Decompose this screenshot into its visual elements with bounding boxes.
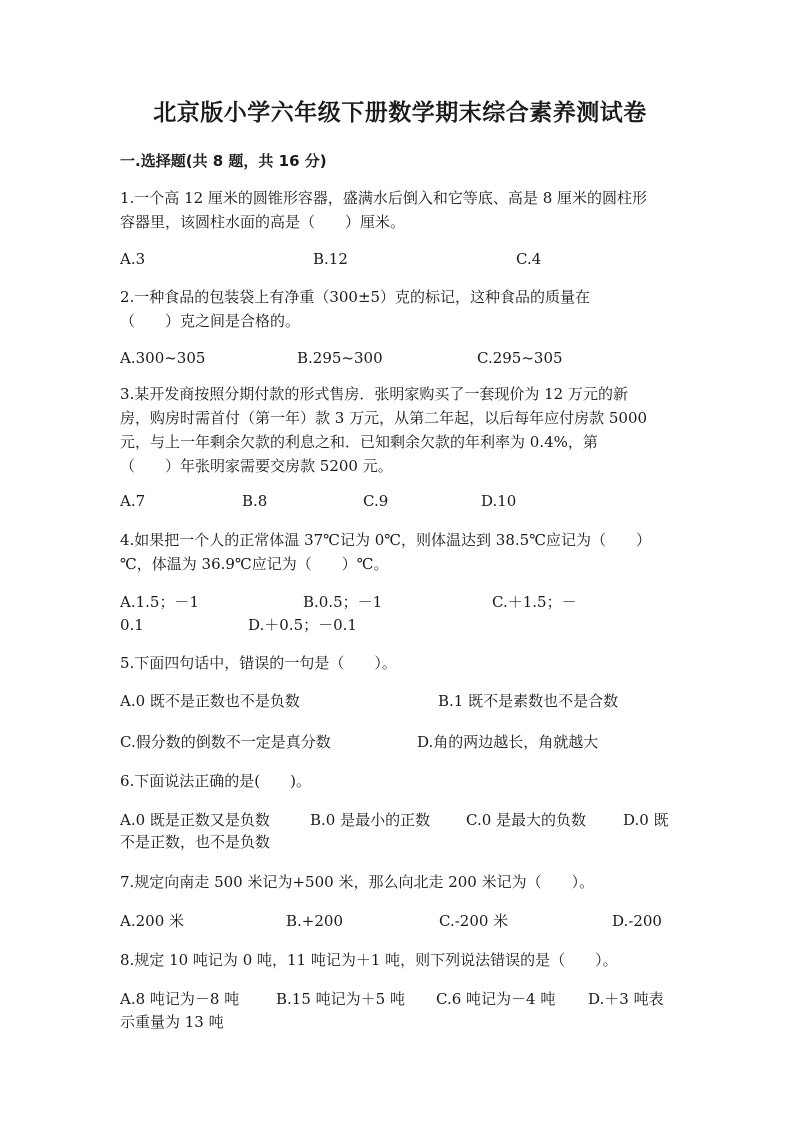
option-a: A.3 [120,250,146,268]
question-line: ℃，体温为 36.9℃应记为（ ）℃。 [120,555,389,573]
option-d: D.10 [481,492,517,510]
option-d: D.-200 [612,912,662,930]
question-line: 5.下面四句话中，错误的一句是（ ）。 [120,654,397,672]
option-c: C.＋1.5；－ [492,593,577,611]
question-line: 7.规定向南走 500 米记为+500 米，那么向北走 200 米记为（ ）。 [120,873,595,891]
option-c: C.0 是最大的负数 [466,811,587,829]
option-b: B.295~300 [297,349,383,367]
option-b: B.15 吨记为＋5 吨 [276,990,405,1008]
option-b: B.12 [313,250,348,268]
question-line: 4.如果把一个人的正常体温 37℃记为 0℃，则体温达到 38.5℃应记为（ ） [120,531,651,549]
question-8 [120,948,680,972]
section-heading: 一.选择题(共 8 题，共 16 分) [120,152,327,170]
question-1 [120,186,680,234]
option-a: A.1.5；－1 [120,593,199,611]
question-line: （ ）克之间是合格的。 [120,312,301,330]
question-line: 元，与上一年剩余欠款的利息之和．已知剩余欠款的年利率为 0.4%，第 [120,433,598,451]
option-d: D.角的两边越长，角就越大 [417,733,599,751]
question-line: 1.一个高 12 厘米的圆锥形容器，盛满水后倒入和它等底、高是 8 厘米的圆柱形 [120,189,648,207]
question-2 [120,285,680,333]
option-b: B.0.5；－1 [303,593,383,611]
option-c: C.假分数的倒数不一定是真分数 [120,733,331,751]
option-d: D.＋3 吨表 [588,990,664,1008]
option-a: A.0 既是正数又是负数 [120,811,270,829]
option-c-continued: 0.1 [120,616,144,634]
option-a: A.200 米 [120,912,184,930]
option-b: B.0 是最小的正数 [310,811,431,829]
option-c: C.6 吨记为－4 吨 [436,990,556,1008]
option-c: C.9 [363,492,389,510]
question-3 [120,382,680,478]
option-b: B.+200 [286,912,343,930]
option-d-continued: 不是正数，也不是负数 [120,833,271,851]
option-c: C.4 [516,250,542,268]
option-a: A.300~305 [120,349,206,367]
option-d: D.0 既 [623,811,669,829]
question-5 [120,651,680,675]
option-d-continued: 示重量为 13 吨 [120,1013,224,1031]
question-4 [120,528,680,576]
option-c: C.-200 米 [439,912,509,930]
question-line: 容器里，该圆柱水面的高是（ ）厘米。 [120,213,406,231]
option-b: B.1 既不是素数也不是合数 [438,692,619,710]
option-d: D.＋0.5；－0.1 [248,616,357,634]
question-7 [120,870,680,894]
option-c: C.295~305 [477,349,563,367]
question-line: 8.规定 10 吨记为 0 吨，11 吨记为＋1 吨，则下列说法错误的是（ ）。 [120,951,618,969]
option-a: A.0 既不是正数也不是负数 [120,692,300,710]
page-title: 北京版小学六年级下册数学期末综合素养测试卷 [153,100,647,126]
option-a: A.8 吨记为－8 吨 [120,990,240,1008]
question-6 [120,769,680,793]
question-line: 房，购房时需首付（第一年）款 3 万元，从第二年起，以后每年应付房款 5000 [120,409,648,427]
question-line: 6.下面说法正确的是( )。 [120,772,312,790]
question-line: 3.某开发商按照分期付款的形式售房．张明家购买了一套现价为 12 万元的新 [120,385,628,403]
option-a: A.7 [120,492,146,510]
question-line: 2.一种食品的包装袋上有净重（300±5）克的标记，这种食品的质量在 [120,288,591,306]
option-b: B.8 [242,492,268,510]
question-line: （ ）年张明家需要交房款 5200 元。 [120,457,393,475]
